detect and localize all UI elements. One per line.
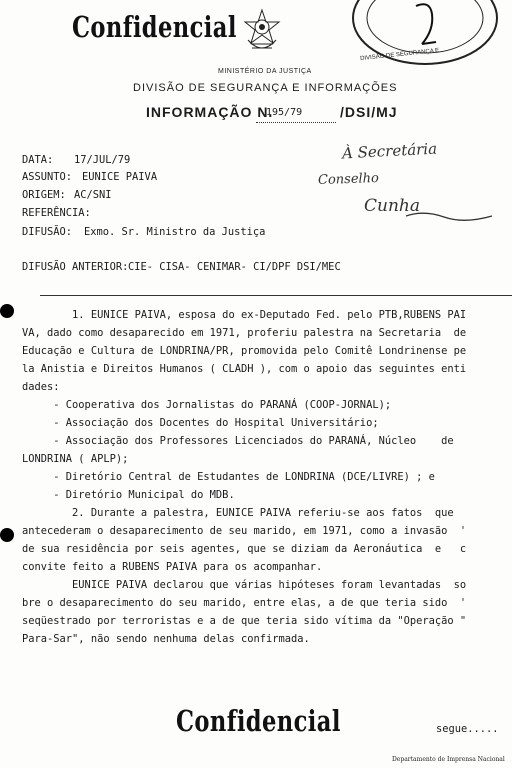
coat-of-arms-icon	[242, 8, 282, 58]
difusao-anterior-value: CIE- CISA- CENIMAR- CI/DPF DSI/MEC	[128, 261, 341, 273]
department-imprint: Departamento de Imprensa Nacional	[392, 756, 505, 763]
origem-label: ORIGEM:	[22, 189, 66, 201]
body-line: - Associação dos Docentes do Hospital Universitário;	[22, 417, 379, 429]
confidential-stamp-bottom: Confidencial	[176, 704, 341, 738]
hole-punch-icon	[0, 528, 14, 542]
info-number: 195/79	[266, 107, 303, 118]
body-line: - Diretório Central de Estudantes de LONDRINA (DCE/LIVRE) ; e	[22, 471, 435, 483]
body-line: - Cooperativa dos Jornalistas do PARANÁ (COOP-JORNAL);	[22, 399, 392, 411]
body-line: seqüestrado por terroristas e a de que teria sido vítima da "Operação "	[22, 615, 467, 627]
confidential-stamp-top: Confidencial	[72, 10, 237, 44]
difusao-label: DIFUSÃO:	[22, 226, 73, 238]
body-line: convite feito a RUBENS PAIVA para os acompanhar.	[22, 561, 323, 573]
signature-stroke-icon	[404, 208, 494, 224]
body-line: 2. Durante a palestra, EUNICE PAIVA referiu-se aos fatos que	[22, 507, 454, 519]
info-suffix: /DSI/MJ	[340, 104, 398, 120]
handwritten-note-2: Conselho	[317, 170, 380, 189]
division-name: DIVISÃO DE SEGURANÇA E INFORMAÇÕES	[133, 82, 398, 94]
difusao-value: Exmo. Sr. Ministro da Justiça	[84, 226, 266, 238]
handwritten-note-1: À Secretária	[341, 139, 438, 163]
body-line: - Diretório Municipal do MDB.	[22, 489, 235, 501]
body-line: bre o desaparecimento do seu marido, entre elas, a de que teria sido '	[22, 597, 467, 609]
referencia-label: REFERÊNCIA:	[22, 207, 91, 219]
body-line: - Associação dos Professores Licenciados do PARANÁ, Núcleo de	[22, 435, 454, 447]
body-line: Para-Sar", não sendo nenhuma delas confirmada.	[22, 633, 310, 645]
data-label: DATA:	[22, 154, 54, 166]
data-value: 17/JUL/79	[74, 154, 131, 166]
handwritten-signature: Cunha	[364, 196, 420, 216]
body-line: VA, dado como desaparecido em 1971, proferiu palestra na Secretaria de	[22, 327, 467, 339]
body-line: la Anistia e Direitos Humanos ( CLADH ), com o apoio das seguintes enti	[22, 363, 467, 375]
body-line: 1. EUNICE PAIVA, esposa do ex-Deputado Fed. pelo PTB,RUBENS PAI	[22, 309, 467, 321]
separator-line	[40, 295, 512, 296]
assunto-value: EUNICE PAIVA	[82, 171, 158, 183]
ministry-name: MINISTÉRIO DA JUSTIÇA	[218, 68, 312, 75]
info-label: INFORMAÇÃO N.	[146, 104, 274, 120]
assunto-label: ASSUNTO:	[22, 171, 73, 183]
segue-note: segue.....	[436, 723, 499, 735]
body-line: Educação e Cultura de LONDRINA/PR, promovida pelo Comitê Londrinense pe	[22, 345, 467, 357]
difusao-anterior-label: DIFUSÃO ANTERIOR:	[22, 261, 129, 273]
body-line: antecederam o desaparecimento de seu marido, em 1971, como a invasão '	[22, 525, 467, 537]
seal-text: DIVISÃO DE SEGURANÇA E	[359, 47, 440, 63]
body-line: LONDRINA ( APLP);	[22, 453, 129, 465]
body-line: dades:	[22, 381, 60, 393]
body-line: de sua residência por seis agentes, que se diziam da Aeronáutica e c	[22, 543, 467, 555]
hole-punch-icon	[0, 304, 14, 318]
document-body	[22, 306, 466, 648]
body-line: EUNICE PAIVA declarou que várias hipóteses foram levantadas so	[22, 579, 467, 591]
origem-value: AC/SNI	[74, 189, 112, 201]
info-number-field	[256, 104, 336, 123]
